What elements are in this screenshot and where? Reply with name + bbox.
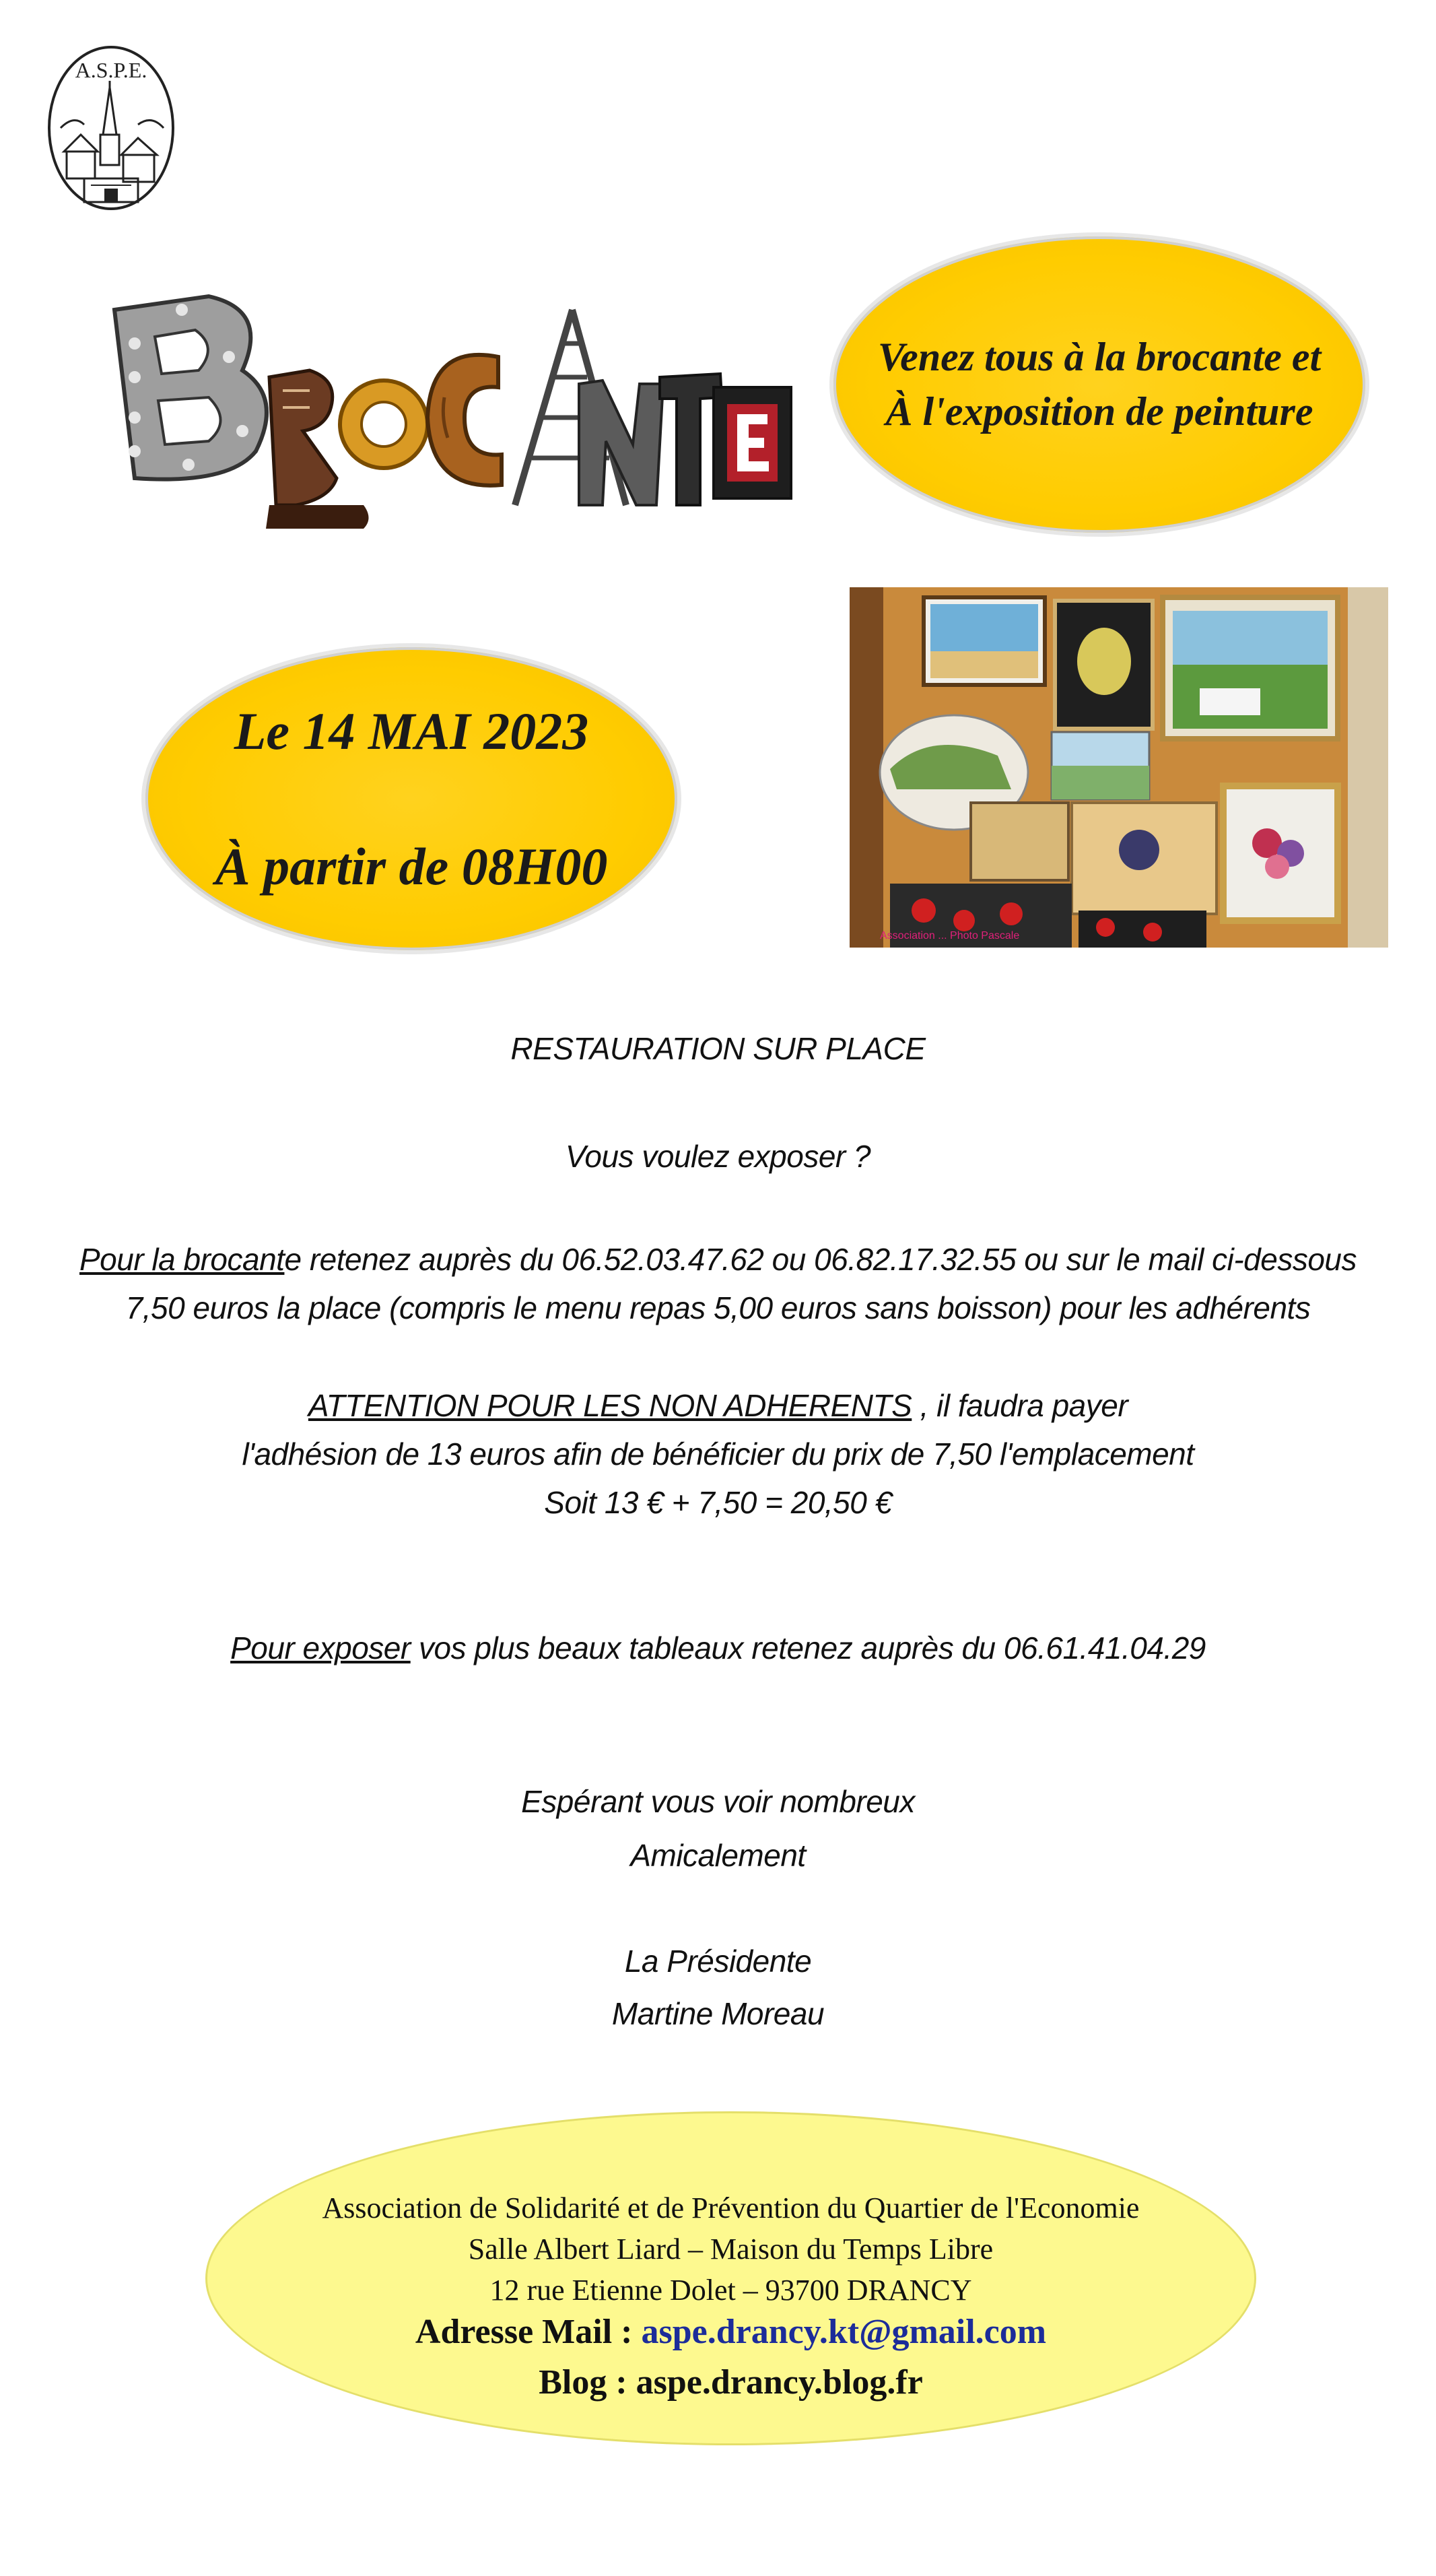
brocante-link: Pour la brocant <box>79 1242 285 1277</box>
attention-heading: ATTENTION POUR LES NON ADHERENTS <box>308 1388 912 1423</box>
footer-address: 12 rue Etienne Dolet – 93700 DRANCY <box>489 2274 972 2307</box>
price-line: 7,50 euros la place (compris le menu repas 5,00 euros sans boisson) pour les adhérents <box>125 1290 1311 1325</box>
footer-mail-label: Adresse Mail : <box>415 2313 642 2351</box>
exposer-link: Pour exposer <box>230 1630 411 1665</box>
association-footer <box>205 2111 1256 2445</box>
adhesion-line: l'adhésion de 13 euros afin de bénéficier du prix de 7,50 l'emplacement <box>242 1436 1194 1472</box>
logo-text: A.S.P.E. <box>75 58 147 82</box>
total-line: Soit 13 € + 7,50 = 20,50 € <box>544 1485 892 1520</box>
brocante-line <box>0 1241 1436 1278</box>
footer-mail-link[interactable]: aspe.drancy.kt@gmail.com <box>641 2313 1047 2351</box>
event-date: Le 14 MAI 2023 <box>234 701 589 760</box>
footer-blog[interactable]: Blog : aspe.drancy.blog.fr <box>539 2363 923 2402</box>
closing-line-1: Espérant vous voir nombreux <box>521 1784 915 1819</box>
footer-venue: Salle Albert Liard – Maison du Temps Libre <box>468 2233 994 2266</box>
brocante-rest: e retenez auprès du 06.52.03.47.62 ou 06.82.17.32.55 ou sur le mail ci-dessous <box>284 1242 1357 1277</box>
signature-role: La Présidente <box>624 1944 812 1979</box>
attention-line <box>0 1387 1436 1424</box>
question-line: Vous voulez exposer ? <box>565 1139 871 1174</box>
footer-association: Association de Solidarité et de Prévention du Quartier de l'Economie <box>322 2191 1140 2224</box>
exposer-line <box>0 1630 1436 1666</box>
banner-line-1: Venez tous à la brocante et <box>877 335 1322 379</box>
attention-rest: , il faudra payer <box>912 1388 1128 1423</box>
banner-line-2: À l'exposition de peinture <box>885 389 1313 434</box>
photo-caption: Association ... Photo Pascale <box>880 930 1020 942</box>
event-time: À partir de 08H00 <box>215 837 608 896</box>
signature-name: Martine Moreau <box>611 1996 825 2031</box>
restauration-line: RESTAURATION SUR PLACE <box>510 1031 926 1066</box>
exposer-rest: vos plus beaux tableaux retenez auprès du 06.61.41.04.29 <box>410 1630 1206 1665</box>
footer-mail-line <box>207 2312 1254 2352</box>
closing-line-2: Amicalement <box>630 1838 806 1873</box>
